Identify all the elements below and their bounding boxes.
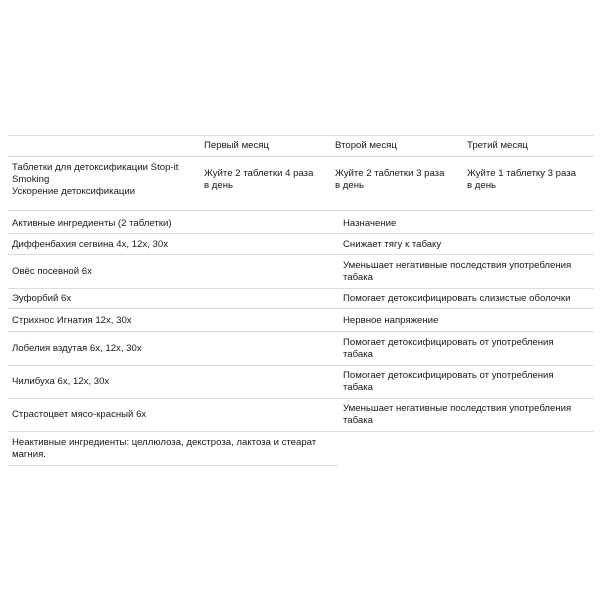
dose-month-1: Жуйте 2 таблетки 4 раза: [204, 168, 314, 179]
ingredient-name: Эуфорбий 6x: [12, 293, 72, 304]
ingredients-header: Активные ингредиенты (2 таблетки): [12, 218, 172, 229]
dose-month-3-cont: в день: [467, 180, 496, 191]
product-name-cont: Smoking: [12, 174, 50, 185]
ingredient-purpose: Нервное напряжение: [343, 315, 439, 326]
table-divider: [8, 135, 594, 136]
dose-month-2-cont: в день: [335, 180, 364, 191]
ingredient-purpose: Помогает детоксифицировать от употребления: [343, 337, 554, 348]
product-name: Таблетки для детоксификации Stop-it: [12, 162, 179, 173]
row-divider: [8, 233, 594, 234]
purpose-header: Назначение: [343, 218, 397, 229]
inactive-ingredients-cont: магния.: [12, 449, 46, 460]
inactive-ingredients: Неактивные ингредиенты: целлюлоза, декстроза, лактоза и стеарат: [12, 437, 317, 448]
product-purpose: Ускорение детоксификации: [12, 186, 136, 197]
row-divider: [8, 254, 594, 255]
row-divider: [8, 308, 594, 309]
dose-month-3: Жуйте 1 таблетку 3 раза: [467, 168, 576, 179]
ingredient-name: Овёс посевной 6x: [12, 266, 92, 277]
row-divider: [8, 288, 594, 289]
ingredient-purpose: Помогает детоксифицировать от употребления: [343, 370, 554, 381]
ingredient-name: Диффенбахия сегвина 4x, 12x, 30x: [12, 239, 169, 250]
header-month-2: Второй месяц: [335, 140, 397, 151]
dose-month-1-cont: в день: [204, 180, 233, 191]
row-divider: [8, 431, 594, 432]
table-divider: [8, 156, 594, 157]
ingredient-purpose-cont: табака: [343, 349, 373, 360]
table-divider: [8, 210, 594, 211]
ingredient-purpose: Помогает детоксифицировать слизистые оболочки: [343, 293, 571, 304]
header-month-3: Третий месяц: [467, 140, 528, 151]
ingredient-purpose: Уменьшает негативные последствия употребления: [343, 403, 572, 414]
ingredient-purpose: Уменьшает негативные последствия употребления: [343, 260, 572, 271]
row-divider: [8, 365, 594, 366]
row-divider: [8, 331, 594, 332]
ingredient-purpose-cont: табака: [343, 415, 373, 426]
ingredient-name: Страстоцвет мясо-красный 6x: [12, 409, 147, 420]
ingredient-purpose-cont: табака: [343, 382, 373, 393]
row-divider: [8, 398, 594, 399]
ingredient-name: Стрихнос Игнатия 12x, 30x: [12, 315, 132, 326]
header-month-1: Первый месяц: [204, 140, 270, 151]
ingredient-name: Лобелия вздутая 6x, 12x, 30x: [12, 343, 142, 354]
row-divider: [8, 465, 338, 466]
dose-month-2: Жуйте 2 таблетки 3 раза: [335, 168, 445, 179]
ingredient-name: Чилибуха 6x, 12x, 30x: [12, 376, 110, 387]
ingredient-purpose: Снижает тягу к табаку: [343, 239, 442, 250]
ingredient-purpose-cont: табака: [343, 272, 373, 283]
